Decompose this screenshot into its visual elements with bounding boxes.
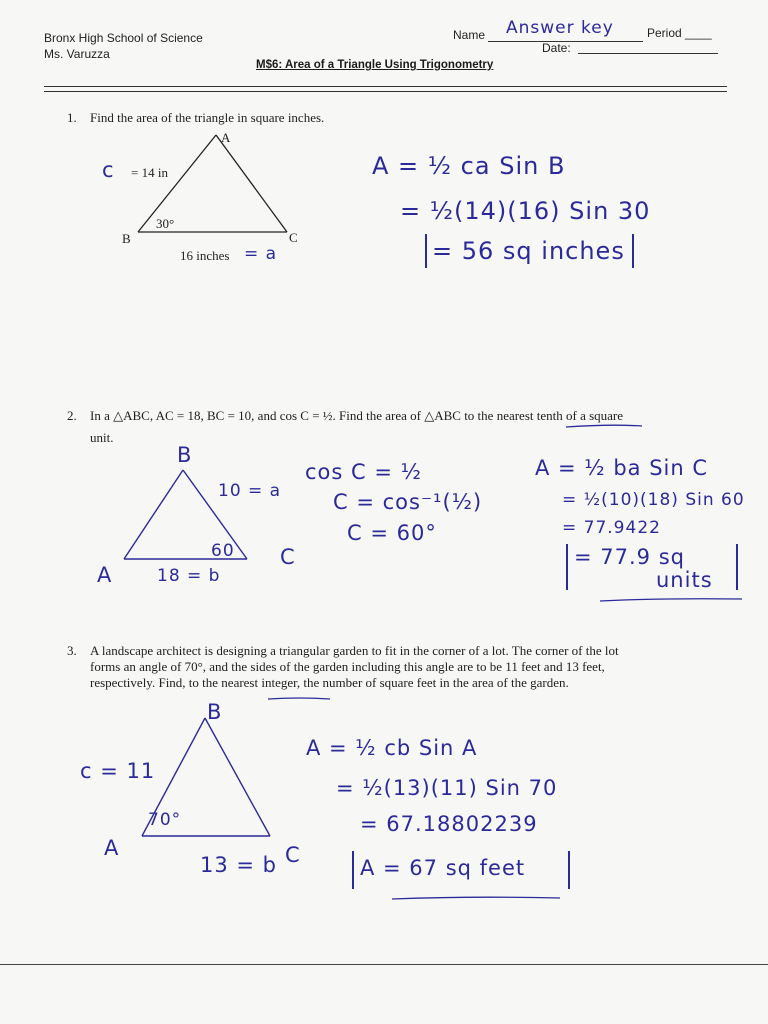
q1-answer: = 56 sq inches xyxy=(432,237,625,265)
q2-base-label: 18 = b xyxy=(157,566,221,586)
q2-work-left-1: cos C = ½ xyxy=(305,460,422,484)
q2-number: 2. xyxy=(67,408,77,423)
q2-work-left-3: C = 60° xyxy=(347,521,437,545)
q1-work-2: = ½(14)(16) Sin 30 xyxy=(400,197,651,225)
q3-answer: A = 67 sq feet xyxy=(360,856,526,880)
q3-work-3: = 67.18802239 xyxy=(360,812,538,836)
q3-text-line1: A landscape architect is designing a triangular garden to fit in the corner of a lot. The corner of the lot xyxy=(90,643,619,658)
q2-text-line2: unit. xyxy=(90,430,114,445)
q2-angle: 60 xyxy=(211,541,235,561)
q3-base-label: 13 = b xyxy=(200,853,277,877)
q1-side-hand: c xyxy=(102,158,115,182)
q1-number: 1. xyxy=(67,110,77,125)
q2-text-line1: In a △ABC, AC = 18, BC = 10, and cos C = ½. Find the area of △ABC to the nearest tenth of a square xyxy=(90,408,624,423)
q1-text: Find the area of the triangle in square inches. xyxy=(90,110,325,125)
q1-base-hand: = a xyxy=(244,244,278,264)
teacher-name: Ms. Varuzza xyxy=(44,47,110,61)
q3-text-line3: respectively. Find, to the nearest integer, the number of square feet in the area of the garden. xyxy=(90,675,569,690)
date-label: Date: xyxy=(542,41,571,55)
q2-answer-line1: = 77.9 sq xyxy=(574,545,685,569)
q2-side-label: 10 = a xyxy=(218,481,282,501)
q3-vertex-c: C xyxy=(285,843,301,867)
period-label: Period ____ xyxy=(647,26,712,40)
q2-vertex-b: B xyxy=(177,443,193,467)
q2-underline xyxy=(566,425,642,427)
q1-vertex-c: C xyxy=(289,230,298,245)
q1-base-label: 16 inches xyxy=(180,248,230,263)
school-name: Bronx High School of Science xyxy=(44,31,203,45)
q2-answer-underline xyxy=(600,599,742,601)
q3-vertex-b: B xyxy=(207,700,223,724)
worksheet-title: M$6: Area of a Triangle Using Trigonometry xyxy=(256,59,494,71)
q2-work-right-3: = 77.9422 xyxy=(562,518,661,538)
name-label: Name xyxy=(453,28,486,42)
bottom-rule xyxy=(0,964,768,965)
q2-answer-line2: units xyxy=(656,568,713,592)
q3-underline xyxy=(268,698,330,699)
q3-number: 3. xyxy=(67,643,77,658)
q1-work-1: A = ½ ca Sin B xyxy=(372,152,566,180)
q2-work-right-1: A = ½ ba Sin C xyxy=(535,456,709,480)
q1-angle: 30° xyxy=(156,216,175,231)
q1-vertex-b: B xyxy=(122,231,131,246)
q3-work-2: = ½(13)(11) Sin 70 xyxy=(336,776,558,800)
q3-vertex-a: A xyxy=(104,836,120,860)
q2-work-right-2: = ½(10)(18) Sin 60 xyxy=(562,490,745,510)
q2-work-left-2: C = cos⁻¹(½) xyxy=(333,490,483,514)
q2-vertex-c: C xyxy=(280,545,296,569)
q3-text-line2: forms an angle of 70°, and the sides of the garden including this angle are to be 11 feet and 13 feet, xyxy=(90,659,605,674)
q3-side-label: c = 11 xyxy=(80,759,156,783)
q2-vertex-a: A xyxy=(97,563,113,587)
q1-side-label: = 14 in xyxy=(131,165,168,180)
q1-vertex-a: A xyxy=(221,130,231,145)
name-handwritten: Answer key xyxy=(506,18,614,38)
q3-answer-underline xyxy=(392,897,560,899)
q3-angle: 70° xyxy=(148,810,182,830)
q3-work-1: A = ½ cb Sin A xyxy=(306,736,478,760)
